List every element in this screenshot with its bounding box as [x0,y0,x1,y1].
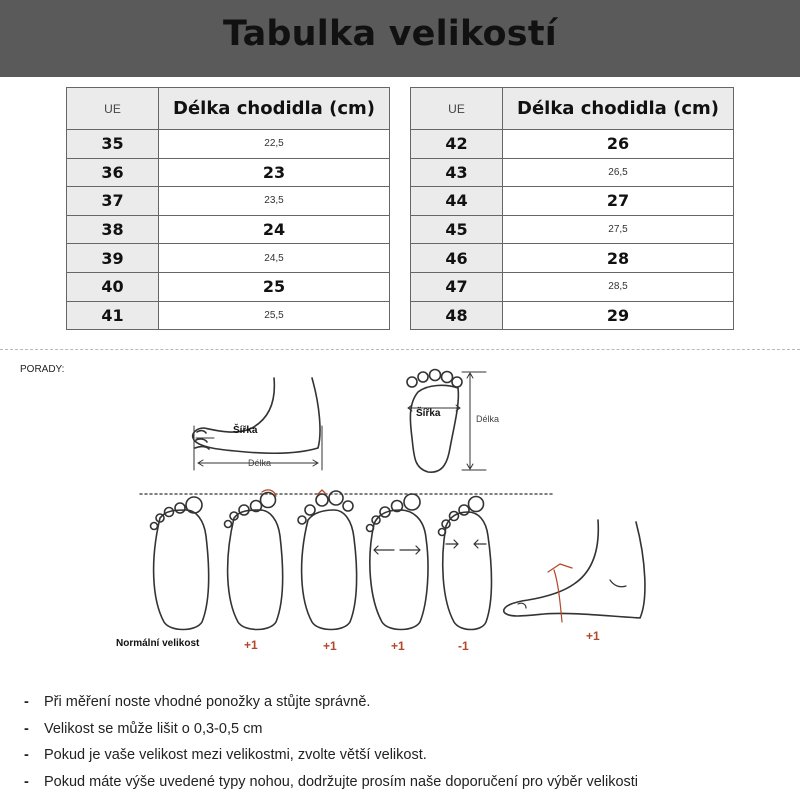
list-item [24,721,794,748]
note-text: Velikost se může lišit o 0,3-0,5 cm [44,720,263,737]
length-cell: 27 [503,187,734,216]
foot-side-view-illustration [193,378,322,470]
ue-cell: 41 [67,301,159,330]
length-label-side: Délka [248,458,272,468]
ue-cell: 36 [67,158,159,187]
length-cell: 25,5 [159,301,390,330]
ue-cell: 39 [67,244,159,273]
foot-top-view-illustration [407,370,486,473]
ue-cell: 48 [411,301,503,330]
column-header-length: Délka chodidla (cm) [503,88,734,130]
table-row [411,158,734,187]
note-text: Pokud je vaše velikost mezi velikostmi, zvolte větší velikost. [44,747,427,763]
bullet-dash: - [24,694,29,710]
table-header-row [411,88,734,130]
page-title: Tabulka velikostí [223,14,557,54]
column-header-length: Délka chodidla (cm) [159,88,390,130]
table-row [67,215,390,244]
length-cell: 29 [503,301,734,330]
foot-type-label-2: +1 [244,638,258,652]
foot-type-label-normal: Normální velikost [116,638,200,649]
note-text: Pokud máte výše uvedené typy nohou, dodržujte prosím naše doporučení pro výběr velikosti [44,773,639,790]
table-row [67,272,390,301]
size-table-left [66,87,390,330]
length-cell: 28,5 [503,272,734,301]
column-header-ue: UE [67,88,159,130]
foot-type-label-3: +1 [323,639,337,653]
list-item [24,694,794,721]
table-row [411,187,734,216]
length-cell: 25 [159,272,390,301]
table-row [411,215,734,244]
length-cell: 24 [159,215,390,244]
table-row [411,244,734,273]
foot-type-normal-illustration [151,497,209,630]
tips-label: PORADY: [20,364,65,375]
ue-cell: 35 [67,130,159,159]
note-text: Při měření noste vhodné ponožky a stůjte správně. [44,694,371,710]
table-row [411,301,734,330]
table-row [67,301,390,330]
ue-cell: 44 [411,187,503,216]
length-cell: 26,5 [503,158,734,187]
width-label-side: Šířka [233,425,258,436]
foot-type-wide-illustration [367,494,429,630]
ue-cell: 37 [67,187,159,216]
ue-cell: 47 [411,272,503,301]
table-row [411,130,734,159]
length-cell: 23 [159,158,390,187]
bullet-dash: - [24,720,29,737]
foot-type-high-instep-illustration [504,520,645,622]
table-row [67,187,390,216]
foot-illustrations [0,360,800,660]
list-item [24,747,794,774]
ue-cell: 38 [67,215,159,244]
ue-cell: 42 [411,130,503,159]
table-row [67,130,390,159]
foot-type-label-4: +1 [391,639,405,653]
length-cell: 27,5 [503,215,734,244]
notes-list [24,694,794,800]
length-label-top: Délka [476,414,500,424]
ue-cell: 46 [411,244,503,273]
length-cell: 22,5 [159,130,390,159]
length-cell: 28 [503,244,734,273]
width-label-top: Šířka [416,408,441,419]
list-item [24,774,794,800]
table-row [411,272,734,301]
column-header-ue: UE [411,88,503,130]
size-table-right [410,87,734,330]
foot-type-label-5: -1 [458,639,469,653]
foot-type-label-6: +1 [586,629,600,643]
foot-type-narrow-illustration [439,497,492,630]
foot-type-3-illustration [298,490,357,630]
bullet-dash: - [24,747,29,763]
table-header-row [67,88,390,130]
table-row [67,244,390,273]
length-cell: 23,5 [159,187,390,216]
section-divider [0,349,800,350]
ue-cell: 40 [67,272,159,301]
table-row [67,158,390,187]
length-cell: 24,5 [159,244,390,273]
length-cell: 26 [503,130,734,159]
foot-type-2-illustration [225,490,283,630]
bullet-dash: - [24,773,29,790]
ue-cell: 45 [411,215,503,244]
ue-cell: 43 [411,158,503,187]
